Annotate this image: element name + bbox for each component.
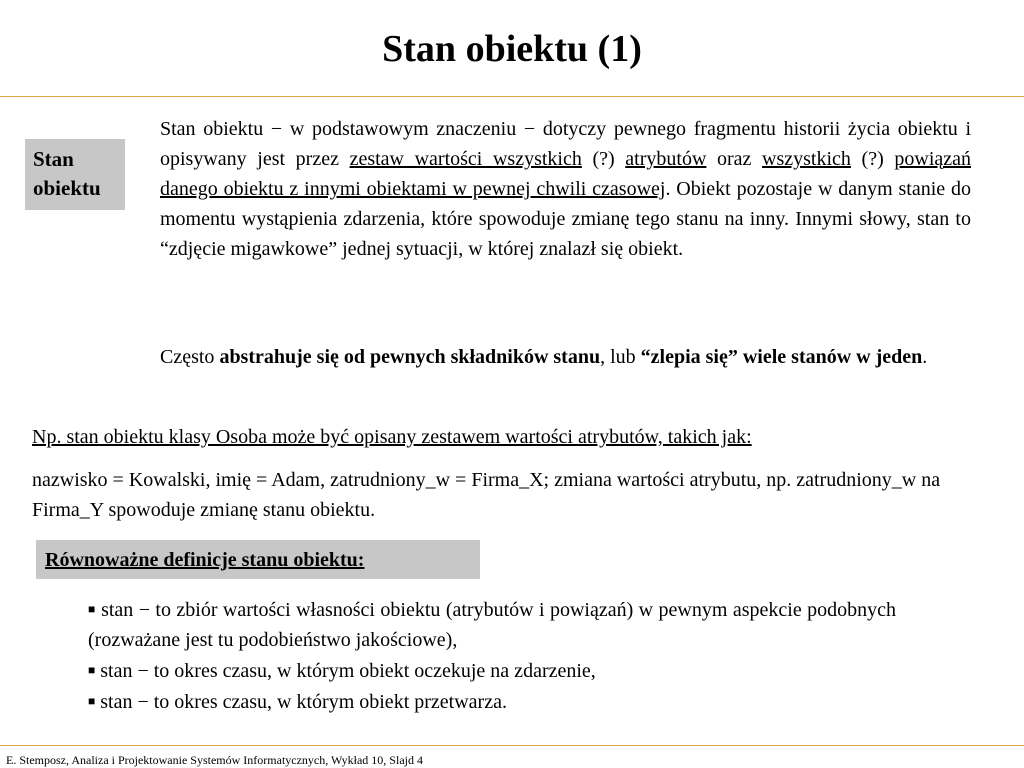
slide-title: Stan obiektu (1) bbox=[382, 28, 642, 70]
square-bullet-icon: ■ bbox=[88, 602, 96, 616]
underlined-term: zestaw wartości wszystkich bbox=[349, 148, 582, 170]
side-label bbox=[25, 139, 125, 210]
side-label-line: obiektu bbox=[33, 176, 101, 200]
square-bullet-icon: ■ bbox=[88, 694, 96, 708]
text-run: . Obiekt pozostaje w danym stanie do momentu wystąpienia zdarzenia, które spowoduje zmianę tego stanu na inny. Innymi słowy, stan to “zdjęcie migawkowe” jednej sytuacji, w której znalazł się obiekt. bbox=[160, 178, 971, 260]
abstraction-paragraph bbox=[160, 342, 971, 372]
list-item bbox=[88, 686, 896, 717]
text-run: (?) bbox=[850, 148, 895, 170]
underlined-term: wszystkich bbox=[762, 148, 851, 170]
bold-term: abstrahuje się od pewnych składników stanu bbox=[219, 346, 601, 368]
list-item-text: stan − to okres czasu, w którym obiekt przetwarza. bbox=[100, 691, 507, 713]
bold-term: “zlepia się” wiele stanów w jeden bbox=[640, 346, 923, 368]
square-bullet-icon: ■ bbox=[88, 663, 96, 677]
text-run: . bbox=[922, 346, 928, 368]
list-item bbox=[88, 594, 896, 655]
list-item-text: stan − to zbiór wartości własności obiektu (atrybutów i powiązań) w pewnym aspekcie podobnych (rozważane jest tu podobieństwo jakościowe), bbox=[88, 599, 896, 651]
slide-footer: E. Stemposz, Analiza i Projektowanie Systemów Informatycznych, Wykład 10, Slajd 4 bbox=[6, 753, 423, 767]
title-divider bbox=[0, 96, 1024, 97]
text-run: Stan obiektu − w podstawowym znaczeniu − dotyczy pewnego fragmentu historii życia obiektu i opisywany jest przez bbox=[160, 118, 971, 170]
definitions-list bbox=[88, 594, 896, 717]
example-text: nazwisko = Kowalski, imię = Adam, zatrudniony_w = Firma_X; zmiana wartości atrybutu, np. zatrudniony_w na Firma_Y spowoduje zmianę stanu obiektu. bbox=[32, 469, 941, 521]
side-label-line: Stan bbox=[33, 147, 74, 171]
list-item bbox=[88, 655, 896, 686]
example-intro: Np. stan obiektu klasy Osoba może być opisany zestawem wartości atrybutów, takich jak: bbox=[32, 426, 752, 448]
footer-divider bbox=[0, 745, 1024, 746]
text-run: Często bbox=[160, 346, 220, 368]
definitions-heading: Równoważne definicje stanu obiektu: bbox=[36, 540, 480, 579]
list-item-text: stan − to okres czasu, w którym obiekt oczekuje na zdarzenie, bbox=[100, 660, 596, 682]
underlined-term: atrybutów bbox=[625, 148, 707, 170]
text-run: oraz bbox=[706, 148, 763, 170]
text-run: (?) bbox=[581, 148, 626, 170]
definition-paragraph bbox=[160, 114, 971, 264]
underlined-term: powiązań danego obiektu z innymi obiektami w pewnej chwili czasowej bbox=[160, 148, 972, 200]
text-run: , lub bbox=[600, 346, 641, 368]
